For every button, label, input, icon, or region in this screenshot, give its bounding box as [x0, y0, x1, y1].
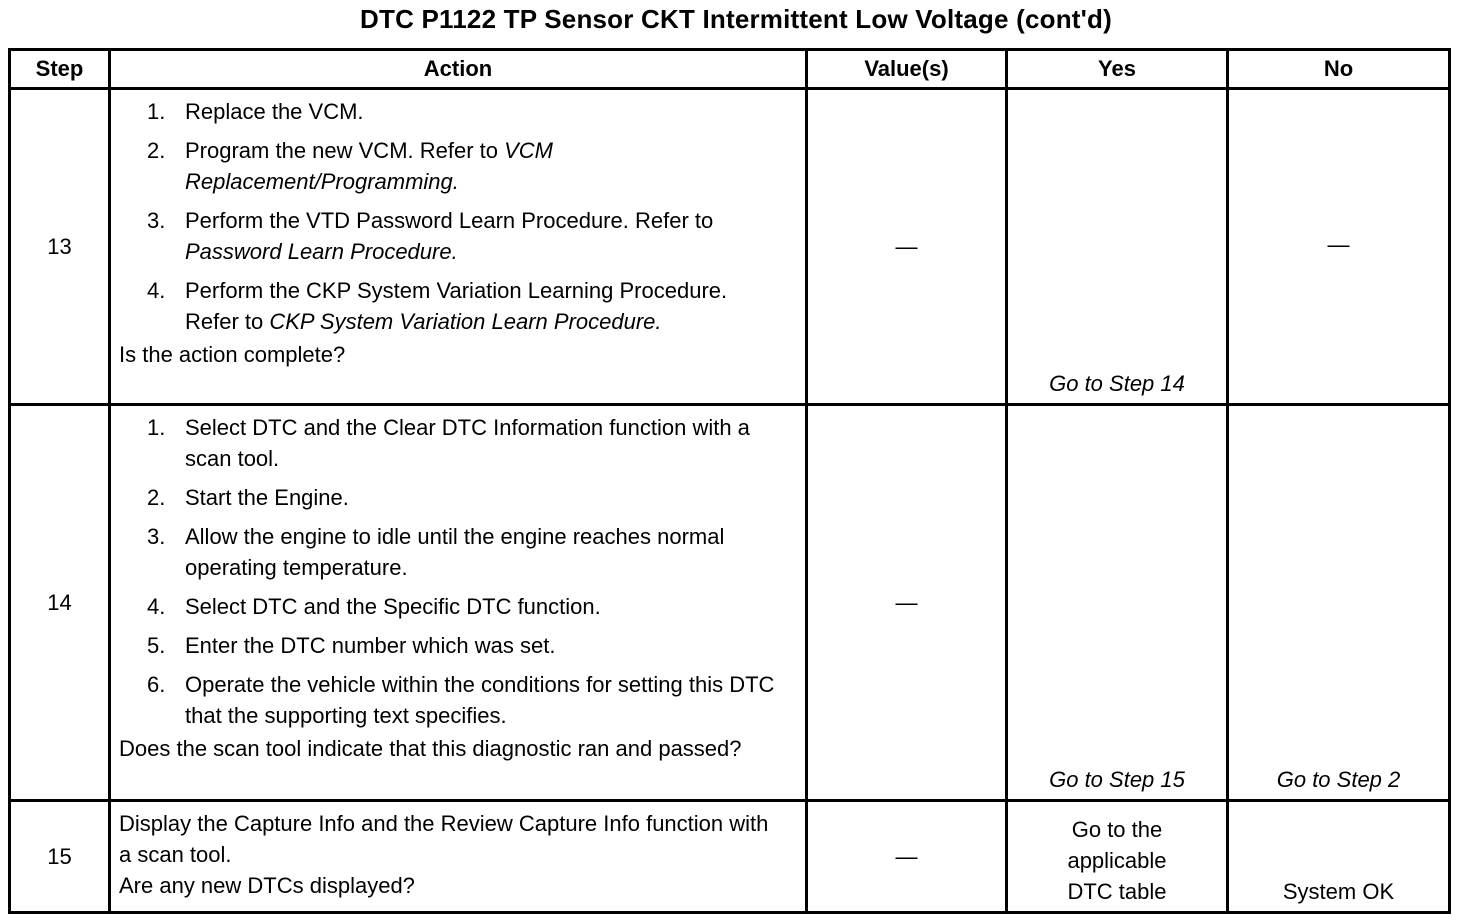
header-values: Value(s) [807, 50, 1007, 89]
action-question: Does the scan tool indicate that this diagnostic ran and passed? [119, 736, 742, 761]
list-item [119, 412, 783, 474]
list-item [119, 96, 783, 127]
list-item-text: Perform the CKP System Variation Learning Procedure. Refer to [185, 278, 728, 334]
list-item-text: Perform the VTD Password Learn Procedure. Refer to [185, 208, 714, 233]
list-item [119, 630, 783, 661]
value-cell: — [807, 89, 1007, 405]
list-item-text: Start the Engine. [185, 485, 349, 510]
table-row-step-14 [10, 405, 1450, 801]
yes-text: Go to the applicable DTC table [1067, 817, 1167, 904]
header-yes: Yes [1007, 50, 1228, 89]
list-item [119, 275, 783, 337]
yes-cell [1007, 89, 1228, 405]
list-item [119, 591, 783, 622]
list-item-text: Select DTC and the Clear DTC Information function with a scan tool. [185, 415, 750, 471]
step-number: 13 [10, 89, 110, 405]
action-cell [110, 89, 807, 405]
value-cell: — [807, 405, 1007, 801]
list-item [119, 521, 783, 583]
list-item-number: 4. [147, 594, 166, 619]
list-item-number: 2. [147, 485, 166, 510]
list-item [119, 482, 783, 513]
list-item-text: Select DTC and the Specific DTC function. [185, 594, 601, 619]
action-cell [110, 801, 807, 913]
goto-link[interactable]: Go to Step 15 [1049, 767, 1185, 792]
list-item-text: Enter the DTC number which was set. [185, 633, 556, 658]
header-no: No [1228, 50, 1450, 89]
result-text: System OK [1282, 879, 1395, 904]
header-action: Action [110, 50, 807, 89]
action-list [119, 96, 783, 337]
list-item [119, 205, 783, 267]
list-item-text: Program the new VCM. Refer to [185, 138, 505, 163]
table-row-step-15 [10, 801, 1450, 913]
list-item-number: 3. [147, 208, 166, 233]
action-cell [110, 405, 807, 801]
header-row [10, 50, 1450, 89]
yes-cell [1007, 405, 1228, 801]
list-item-text: Replace the VCM. [185, 99, 364, 124]
list-item-number: 3. [147, 524, 166, 549]
list-item-number: 2. [147, 138, 166, 163]
no-cell [1228, 801, 1450, 913]
list-item-number: 6. [147, 672, 166, 697]
list-item-text: Allow the engine to idle until the engine reaches normal operating temperature. [185, 524, 725, 580]
page-title: DTC P1122 TP Sensor CKT Intermittent Low Voltage (cont'd) [360, 4, 1112, 34]
reference-link[interactable]: Password Learn Procedure. [185, 239, 458, 264]
step-number: 15 [10, 801, 110, 913]
list-item-number: 1. [147, 99, 166, 124]
goto-link[interactable]: Go to Step 14 [1049, 371, 1185, 396]
action-text: Display the Capture Info and the Review Capture Info function with a scan tool. [119, 811, 769, 867]
step-number: 14 [10, 405, 110, 801]
list-item [119, 669, 783, 731]
list-item-number: 1. [147, 415, 166, 440]
value-cell: — [807, 801, 1007, 913]
action-list [119, 412, 783, 731]
diagnostic-table [8, 48, 1451, 914]
no-cell: — [1228, 89, 1450, 405]
goto-link[interactable]: Go to Step 2 [1276, 767, 1401, 792]
table-row-step-13 [10, 89, 1450, 405]
action-question: Are any new DTCs displayed? [119, 873, 415, 898]
list-item-number: 5. [147, 633, 166, 658]
no-cell [1228, 405, 1450, 801]
reference-link[interactable]: VCM Replacement/Programming. [185, 138, 554, 194]
reference-link[interactable]: CKP System Variation Learn Procedure. [269, 309, 662, 334]
list-item [119, 135, 783, 197]
action-question: Is the action complete? [119, 342, 346, 367]
list-item-text: Operate the vehicle within the conditions for setting this DTC that the supporting text specifies. [185, 672, 775, 728]
list-item-number: 4. [147, 278, 166, 303]
header-step: Step [10, 50, 110, 89]
yes-cell [1007, 801, 1228, 913]
